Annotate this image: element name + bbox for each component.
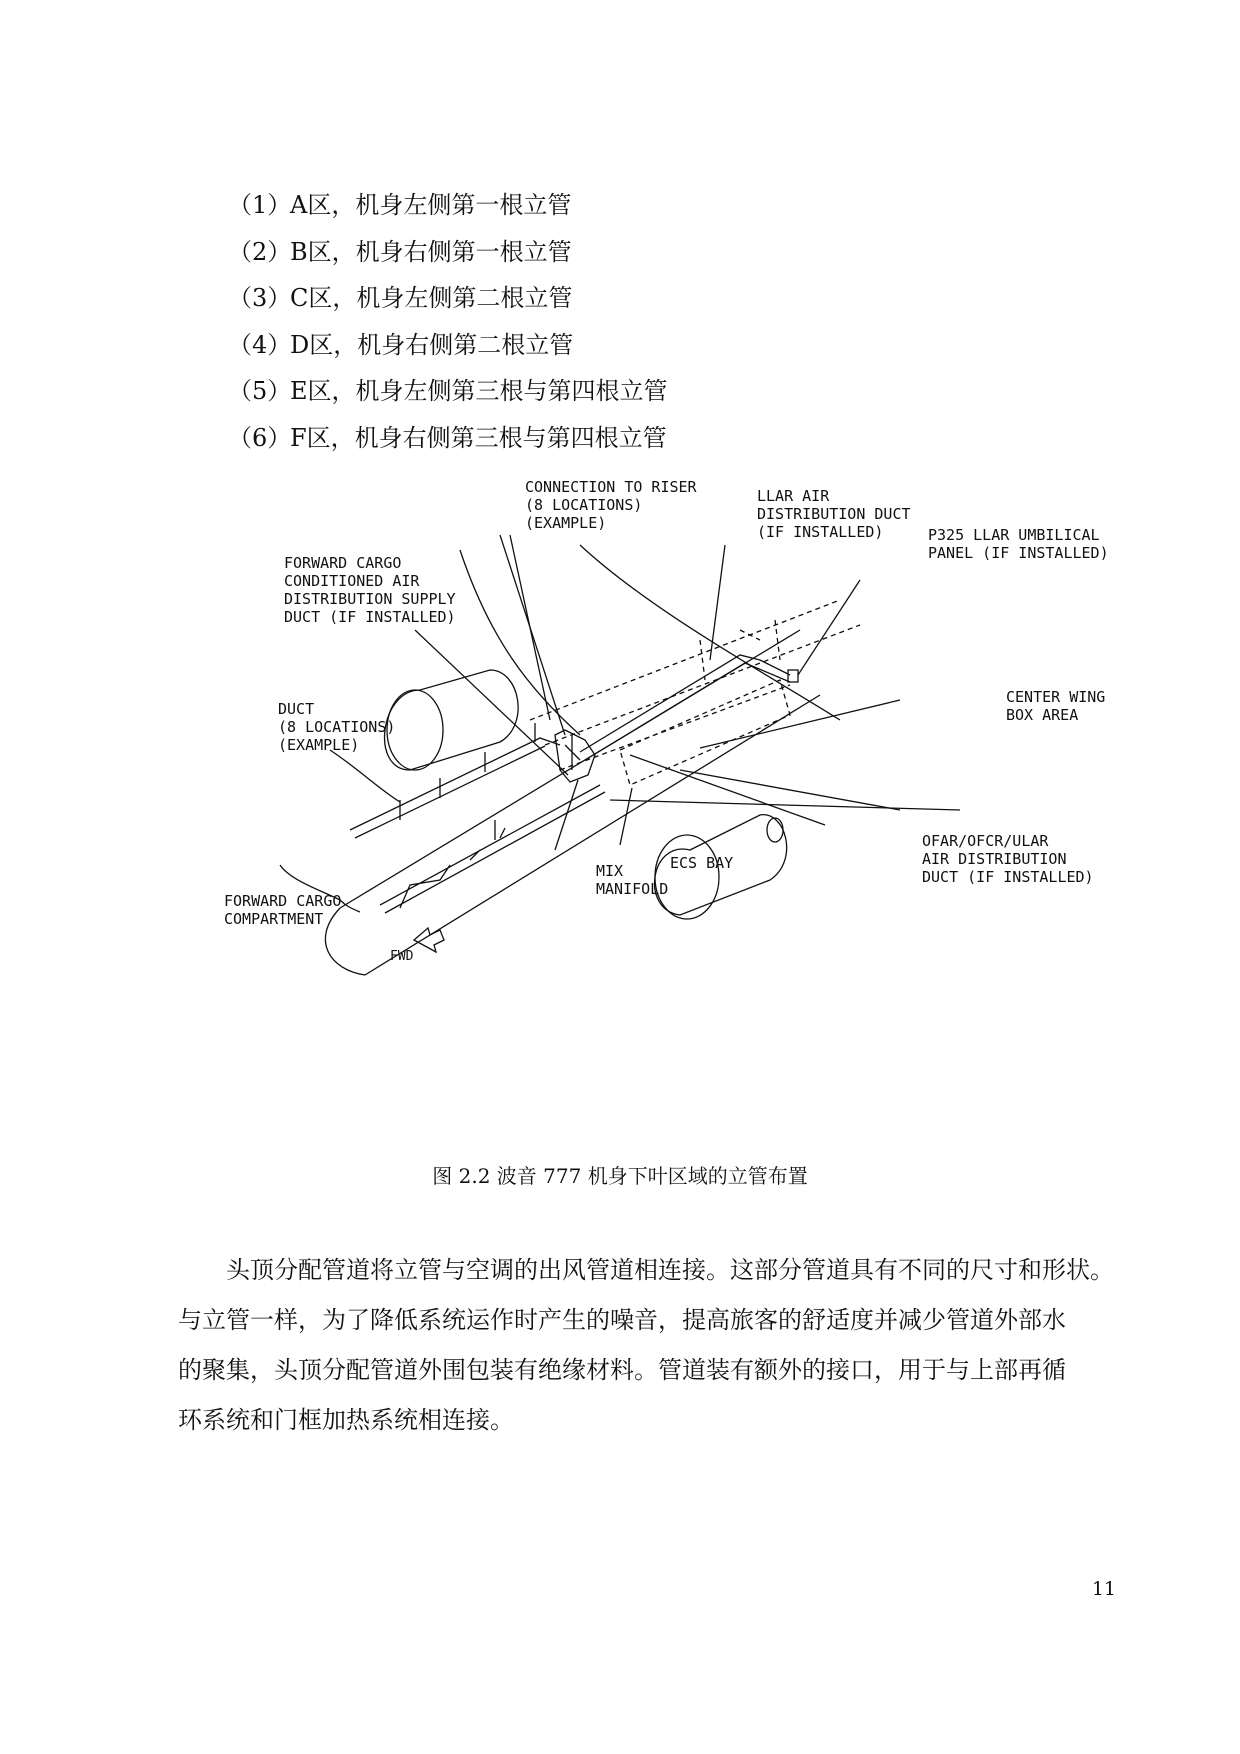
label-fwd	[390, 948, 413, 966]
label-line: ECS BAY	[670, 854, 734, 872]
label-line: CONDITIONED AIR	[284, 572, 420, 590]
label-line: MANIFOLD	[596, 880, 669, 898]
paragraph-line: 头顶分配管道将立管与空调的出风管道相连接。这部分管道具有不同的尺寸和形状。	[226, 1256, 1114, 1284]
label-line: P325 LLAR UMBILICAL	[928, 526, 1100, 544]
label-line: DUCT (IF INSTALLED)	[284, 608, 456, 626]
label-line: PANEL (IF INSTALLED)	[928, 544, 1109, 562]
paragraph-line: 环系统和门框加热系统相连接。	[178, 1406, 514, 1434]
item-number: （1）	[228, 191, 292, 219]
label-forward-supply-duct	[284, 554, 456, 626]
item-text: D区，机身右侧第二根立管	[290, 330, 574, 359]
list-item	[228, 275, 668, 322]
label-line: OFAR/OFCR/ULAR	[922, 832, 1049, 850]
list-item	[228, 415, 668, 462]
item-number: （3）	[228, 284, 292, 313]
label-center-wing-box	[1006, 688, 1105, 724]
item-number: （2）	[228, 237, 292, 266]
label-line: COMPARTMENT	[224, 910, 324, 928]
figure-caption: 图 2.2 波音 777 机身下叶区域的立管布置	[432, 1164, 808, 1188]
figure-labels	[200, 478, 1160, 1090]
label-connection-to-riser-text	[525, 478, 697, 532]
item-text: A区，机身左侧第一根立管	[290, 191, 572, 219]
label-line: DUCT	[278, 700, 315, 718]
label-line: LLAR AIR	[757, 487, 830, 505]
label-line: FORWARD CARGO	[224, 892, 342, 910]
label-forward-cargo-compartment	[224, 892, 341, 928]
label-line: CENTER WING	[1006, 688, 1106, 706]
item-number: （6）	[228, 423, 292, 452]
list-item	[228, 322, 668, 369]
label-p325-panel	[928, 526, 1109, 562]
label-line: (8 LOCATIONS)	[525, 496, 643, 514]
list-item	[228, 368, 668, 415]
body-paragraph	[178, 1245, 1158, 1445]
item-text: C区，机身左侧第二根立管	[290, 284, 573, 313]
label-mix-manifold	[596, 862, 668, 898]
paragraph-line: 与立管一样，为了降低系统运作时产生的噪音，提高旅客的舒适度并减少管道外部水	[178, 1306, 1066, 1334]
zone-list	[228, 182, 668, 462]
label-line: (EXAMPLE)	[278, 736, 360, 754]
item-text: F区，机身右侧第三根与第四根立管	[290, 423, 667, 452]
label-duct	[278, 700, 395, 754]
figure-riser-diagram	[200, 478, 1160, 1090]
label-line: BOX AREA	[1006, 706, 1079, 724]
label-line: (IF INSTALLED)	[757, 523, 884, 541]
label-llar-duct	[757, 487, 911, 541]
label-line: FORWARD CARGO	[284, 554, 402, 572]
item-text: E区，机身左侧第三根与第四根立管	[290, 377, 668, 406]
label-line: (EXAMPLE)	[525, 514, 607, 532]
item-number: （4）	[228, 330, 292, 359]
page-number: 11	[1091, 1578, 1116, 1600]
label-line: DISTRIBUTION DUCT	[757, 505, 911, 523]
item-text: B区，机身右侧第一根立管	[290, 237, 572, 266]
label-line: DUCT (IF INSTALLED)	[922, 868, 1094, 886]
label-line: AIR DISTRIBUTION	[922, 850, 1067, 868]
label-line: MIX	[596, 862, 624, 880]
list-item	[228, 229, 668, 276]
label-line: FWD	[390, 949, 414, 964]
label-line: DISTRIBUTION SUPPLY	[284, 590, 456, 608]
item-number: （5）	[228, 377, 292, 406]
label-ofar-duct	[922, 832, 1094, 886]
paragraph-line: 的聚集，头顶分配管道外围包装有绝缘材料。管道装有额外的接口，用于与上部再循	[178, 1356, 1066, 1384]
label-line: CONNECTION TO RISER	[525, 478, 697, 496]
list-item	[228, 182, 668, 229]
label-ecs-bay	[670, 854, 733, 872]
label-line: (8 LOCATIONS)	[278, 718, 396, 736]
